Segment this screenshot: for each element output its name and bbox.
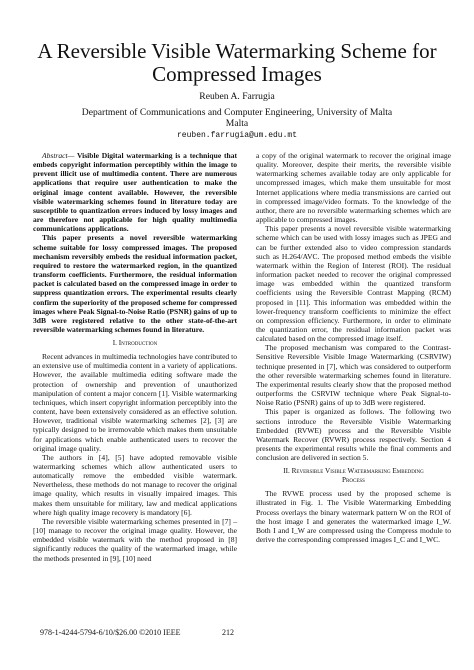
affiliation-line-1: Department of Communications and Computer Engineering, University of Malta bbox=[81, 107, 393, 118]
section-heading-embedding bbox=[256, 467, 451, 485]
right-paragraph-2: This paper presents a novel reversible visible watermarking scheme which can be used with lossy images such as JPEG and can be further extended also to video compression standards such as H.264/AVC. The proposed method embeds the visible watermark within the Region of Interest (ROI). The residual information packet needed to recover the original compressed image was embedded within the quantized transform coefficients using the Reversible Contrast Mapping (RCM) proposed in [11]. This information was embedded within the lower-frequency transform coefficients to minimize the effect on compression efficiency. Furthermore, in order to eliminate the quantization error, the residual information packet was calculated based on the compressed image itself. bbox=[256, 224, 451, 344]
section-number: II. bbox=[283, 467, 290, 476]
right-paragraph-4: This paper is organized as follows. The following two sections introduce the Reversible Visible Watermarking Embedded (RVWE) process and the Reversible Visible Watermark Recover (RVWR) process respectively. Section 4 presents the experimental results while the final comments and conclusion are delivered in section 5. bbox=[256, 407, 451, 463]
author-email[interactable]: reuben.farrugia@um.edu.mt bbox=[176, 131, 298, 140]
abstract-text: Visible Digital watermarking is a technique that embeds copyright information perceptibly within the image to prevent illicit use of multimedia content. There are numerous applications that require user authentication to make the original image content available. However, the reversible visible watermarking schemes found in literature today are susceptible to quantization errors induced by lossy images and are therefore not applicable for high quality multimedia communications applications. bbox=[33, 151, 237, 234]
section-number: I. bbox=[112, 339, 117, 348]
section-title-line-1: Reversible Visible Watermarking Embedding bbox=[291, 467, 424, 476]
right-paragraph-3: The proposed mechanism was compared to the Contrast-Sensitive Reversible Visible Image Watermarking (CSRVIW) technique presented in [7], which was considered to outperform the other reversible watermarking schemes found in literature. The experimental results clearly show that the proposed method outperforms the CSRVIW technique where Peak Signal-to-Noise Ratio (PSNR) gains of up to 3dB were registered. bbox=[256, 343, 451, 408]
abstract-lead: Abstract— bbox=[42, 151, 75, 160]
intro-paragraph-3: The reversible visible watermarking schemes presented in [7] – [10] manage to recover the original image quality. However, the embedded visible watermark with the method proposed in [8] significantly reduces the quality of the watermarked image, while the methods presented in [9], [10] need bbox=[33, 516, 237, 563]
right-paragraph-5: The RVWE process used by the proposed scheme is illustrated in Fig. 1. The Visible Watermarking Embedding Process overlays the binary watermark pattern W on the ROI of the host image I and generates the watermarked image I_W. Both I and I_W are compressed using the Compress module to derive the corresponding compressed images I_C and I_WC. bbox=[256, 489, 451, 545]
abstract-paragraph-2: This paper presents a novel reversible watermarking scheme suitable for lossy compressed images. The proposed mechanism reversibly embeds the residual information packet, required to restore the watermarked region, in the quantized transform coefficients. Furthermore, the residual information packet is calculated based on the compressed image in order to suppress quantization errors. The experimental results clearly confirm the superiority of the proposed scheme for compressed images where Peak Signal-to-Noise Ratio (PSNR) gains of up to 3dB were registered relative to the other state-of-the-art reversible watermarking schemes found in literature. bbox=[33, 233, 237, 334]
paper-title bbox=[0, 40, 474, 86]
author-name: Reuben A. Farrugia bbox=[199, 91, 275, 102]
footer-isbn: 978-1-4244-5794-6/10/$26.00 ©2010 IEEE bbox=[40, 628, 181, 637]
section-title-line-2: Process bbox=[342, 476, 365, 485]
right-paragraph-1: a copy of the original watermark to recover the original image quality. Moreover, despite their merits, the reversible visible watermarking schemes available today are only applicable for uncompressed images, which make them unsuitable for most Internet applications where media transmissions are carried out in compressed image/video formats. To the knowledge of the author, there are no reversible watermarking schemes which are applicable to compressed images. bbox=[256, 151, 451, 225]
title-line-2: Compressed Images bbox=[152, 62, 322, 86]
left-column bbox=[33, 151, 237, 563]
page-number: 212 bbox=[222, 628, 234, 637]
abstract-paragraph bbox=[33, 151, 237, 233]
right-column bbox=[256, 151, 451, 544]
section-title: Introduction bbox=[118, 339, 158, 348]
affiliation-line-2: Malta bbox=[225, 118, 249, 129]
intro-paragraph-1: Recent advances in multimedia technologies have contributed to an extensive use of multimedia content in a variety of applications. However, the available multimedia editing software made the protection of ownership and prevention of unauthorized manipulation of content a major concern [1]. Visible watermarking techniques, which insert copyright information perceptibly into the content, have been extensively considered as an effective solution. However, traditional visible watermarking schemes [2], [3] are typically designed to be irremovable which makes them unsuitable for applications which enable authenticated users to recover the original image quality. bbox=[33, 352, 237, 453]
title-line-1: A Reversible Visible Watermarking Scheme for bbox=[37, 39, 437, 63]
intro-paragraph-2: The authors in [4], [5] have adopted removable visible watermarking schemes which allow authenticated users to automatically remove the embedded visible watermark. Nevertheless, these methods do not manage to recover the original image quality, which results in visually impaired images. This makes them unsuitable for military, law and medical applications where high quality image recovery is mandatory [6]. bbox=[33, 452, 237, 517]
section-heading-introduction bbox=[33, 339, 237, 348]
